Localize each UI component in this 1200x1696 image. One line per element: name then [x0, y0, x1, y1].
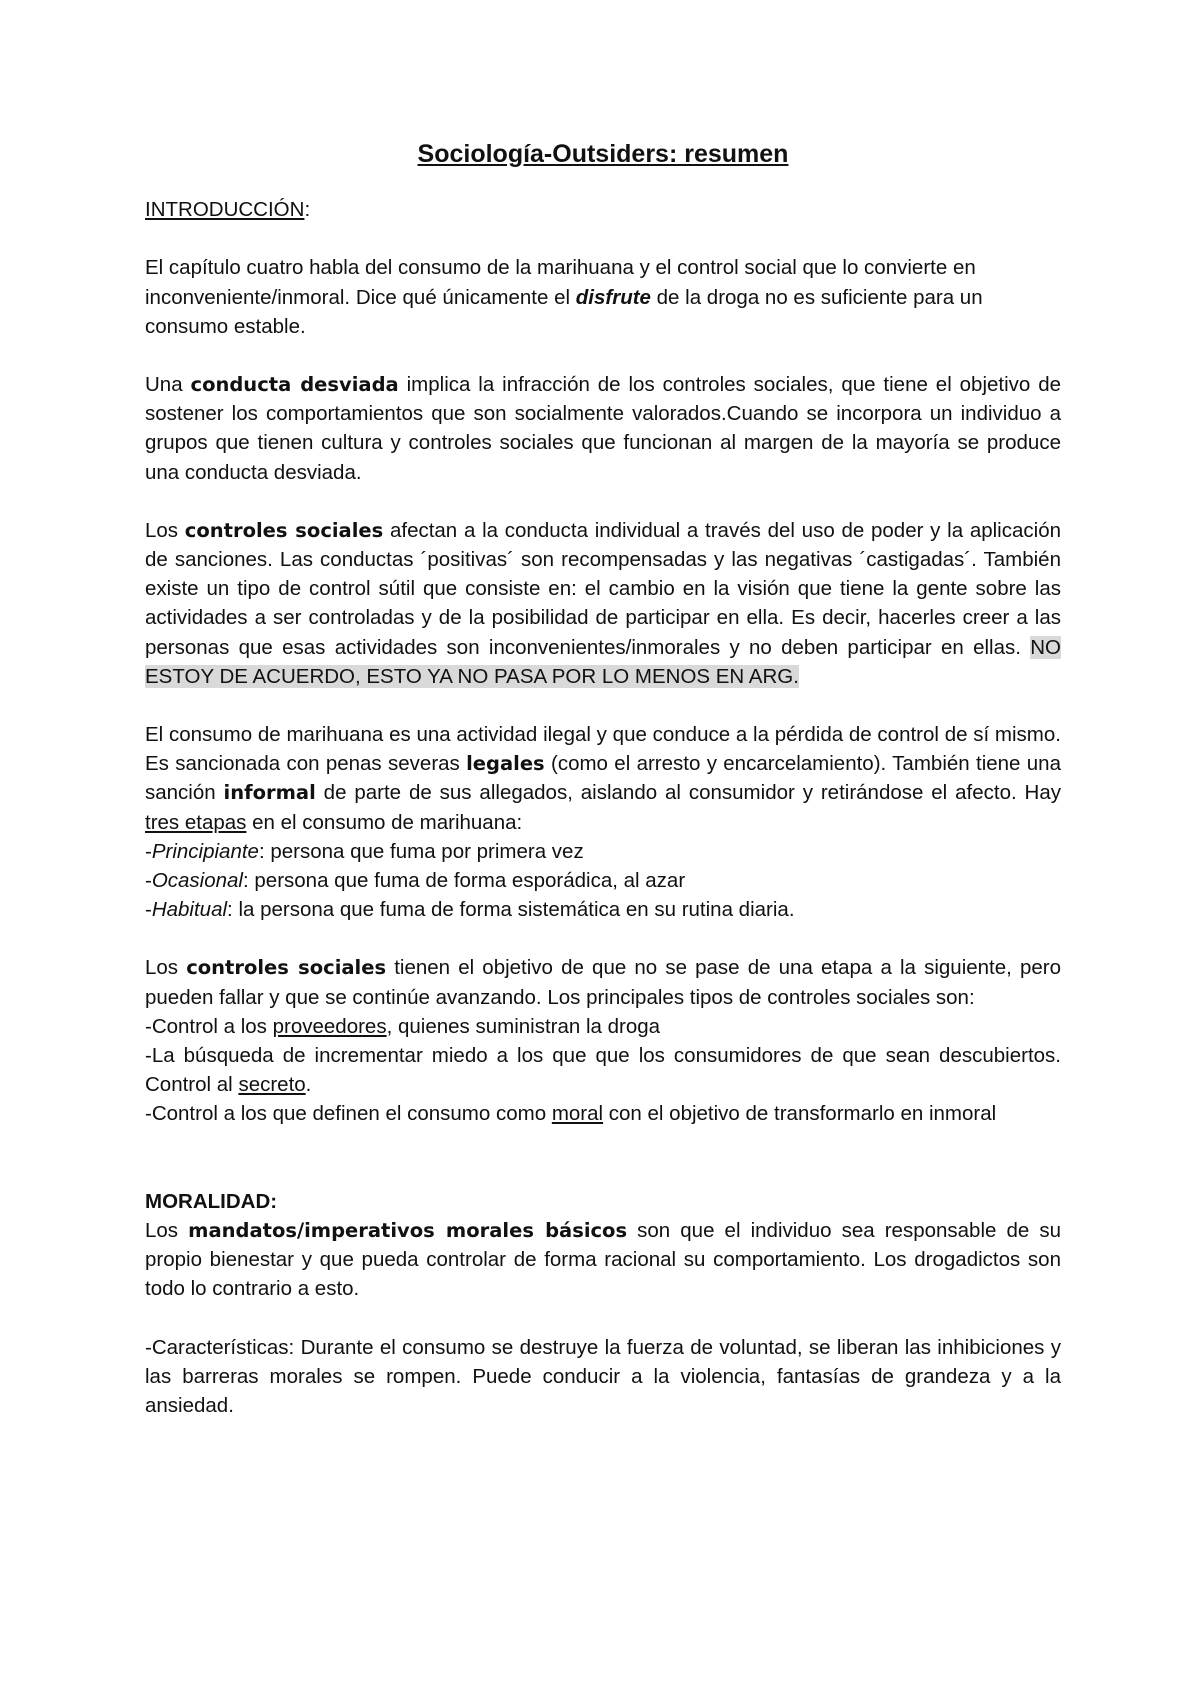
p3-text-a: Los	[145, 518, 185, 542]
intro-heading-text: INTRODUCCIÓN	[145, 198, 305, 222]
control-1-underline: proveedores	[272, 1014, 387, 1038]
p4-emphasis-legales: legales	[466, 752, 545, 776]
stage-item	[145, 837, 1061, 866]
p4-text-g: en el consumo de marihuana:	[246, 810, 523, 834]
paragraph-social-controls	[145, 516, 1061, 691]
control-1-a: -Control a los	[145, 1014, 273, 1038]
control-3-underline: moral	[551, 1102, 604, 1126]
p5-text-c: tienen el objetivo de que no se pase de una etapa a la siguiente, pero pueden fallar y que se continúe avanzando. Los principales tipos de controles sociales son:	[145, 956, 1062, 1009]
p4-text-c: (como el arresto y encarcelamiento). También tiene una sanción	[145, 752, 1061, 805]
control-item-providers	[145, 1012, 1061, 1041]
control-item-secret	[145, 1041, 1061, 1099]
control-2-c: .	[305, 1073, 312, 1097]
p1-text-a: El capítulo cuatro habla del consumo de la marihuana y el control social que lo convierte en inconveniente/inmoral. Dice qué únicamente el	[145, 256, 976, 309]
p5-emphasis: controles sociales	[186, 956, 387, 980]
p4-underline-stages: tres etapas	[145, 810, 247, 834]
p6-emphasis: mandatos/imperativos morales básicos	[188, 1218, 628, 1242]
intro-heading-colon: :	[304, 198, 311, 222]
stage-item	[145, 895, 1061, 924]
p1-text-c: de la droga no es suficiente para un consumo estable.	[145, 285, 983, 338]
p4-emphasis-informal: informal	[223, 781, 316, 805]
control-2-underline: secreto	[238, 1073, 306, 1097]
stage-dash: -	[145, 869, 152, 893]
p6-text-a: Los	[145, 1218, 189, 1242]
paragraph-morality	[145, 1216, 1061, 1304]
morality-heading: MORALIDAD:	[145, 1189, 278, 1213]
p5-text-a: Los	[145, 956, 187, 980]
p3-highlighted-comment: NO ESTOY DE ACUERDO, ESTO YA NO PASA POR LO MENOS EN ARG.	[145, 635, 1061, 688]
paragraph-control-types	[145, 953, 1061, 1011]
stage-name: Habitual	[151, 898, 228, 922]
p1-emphasis: disfrute	[575, 285, 651, 309]
stage-dash: -	[145, 839, 152, 863]
p2-text-c: implica la infracción de los controles sociales, que tiene el objetivo de sostener los comportamientos que son socialmente valorados.Cuando se incorpora un individuo a grupos que tienen cultura y controles sociales que funcionan al margen de la mayoría se produce una conducta desviada.	[145, 373, 1062, 484]
stage-desc: : la persona que fuma de forma sistemática en su rutina diaria.	[227, 898, 795, 922]
control-3-a: -Control a los que definen el consumo como	[145, 1102, 552, 1126]
document-title: Sociología-Outsiders: resumen	[417, 140, 789, 168]
paragraph-intro	[145, 253, 1061, 341]
control-3-c: con el objetivo de transformarlo en inmoral	[603, 1102, 997, 1126]
stage-dash: -	[145, 898, 152, 922]
p4-text-a: El consumo de marihuana es una actividad ilegal y que conduce a la pérdida de control de sí mismo. Es sancionada con penas severas	[145, 723, 1061, 776]
stage-desc: : persona que fuma por primera vez	[258, 839, 584, 863]
paragraph-consumption	[145, 720, 1061, 837]
p6-text-c: son que el individuo sea responsable de su propio bienestar y que pueda controlar de forma racional su comportamiento. Los drogadictos son todo lo contrario a esto.	[145, 1218, 1062, 1301]
paragraph-characteristics: -Características: Durante el consumo se destruye la fuerza de voluntad, se liberan las inhibiciones y las barreras morales se rompen. Puede conducir a la violencia, fantasías de grandeza y a la ansiedad.	[145, 1335, 1061, 1417]
stage-name: Principiante	[151, 839, 259, 863]
control-item-moral	[145, 1099, 1061, 1128]
control-1-c: , quienes suministran la droga	[386, 1014, 661, 1038]
intro-heading	[145, 195, 1061, 224]
p3-text-c: afectan a la conducta individual a través del uso de poder y la aplicación de sanciones. Las conductas ´positivas´ son recompensadas y las negativas ´castigadas´. También existe un tipo de control sútil que consiste en: el cambio en la visión que tiene la gente sobre las actividades a ser controladas y de la posibilidad de participar en ella. Es decir, hacerles creer a las personas que esas actividades son inconvenientes/inmorales y no deben participar en ellas.	[145, 518, 1061, 659]
p2-emphasis: conducta desviada	[190, 373, 399, 397]
paragraph-deviant-conduct	[145, 370, 1061, 487]
stage-name: Ocasional	[151, 869, 243, 893]
p3-emphasis: controles sociales	[184, 518, 384, 542]
p2-text-a: Una	[145, 373, 191, 397]
document-body	[145, 140, 1061, 1420]
control-2-a: -La búsqueda de incrementar miedo a los que que los consumidores de que sean descubiertos. Control al	[145, 1044, 1061, 1097]
p4-text-e: de parte de sus allegados, aislando al consumidor y retirándose el afecto. Hay	[315, 781, 1061, 805]
stage-item	[145, 866, 1061, 895]
stage-desc: : persona que fuma de forma esporádica, al azar	[243, 869, 686, 893]
